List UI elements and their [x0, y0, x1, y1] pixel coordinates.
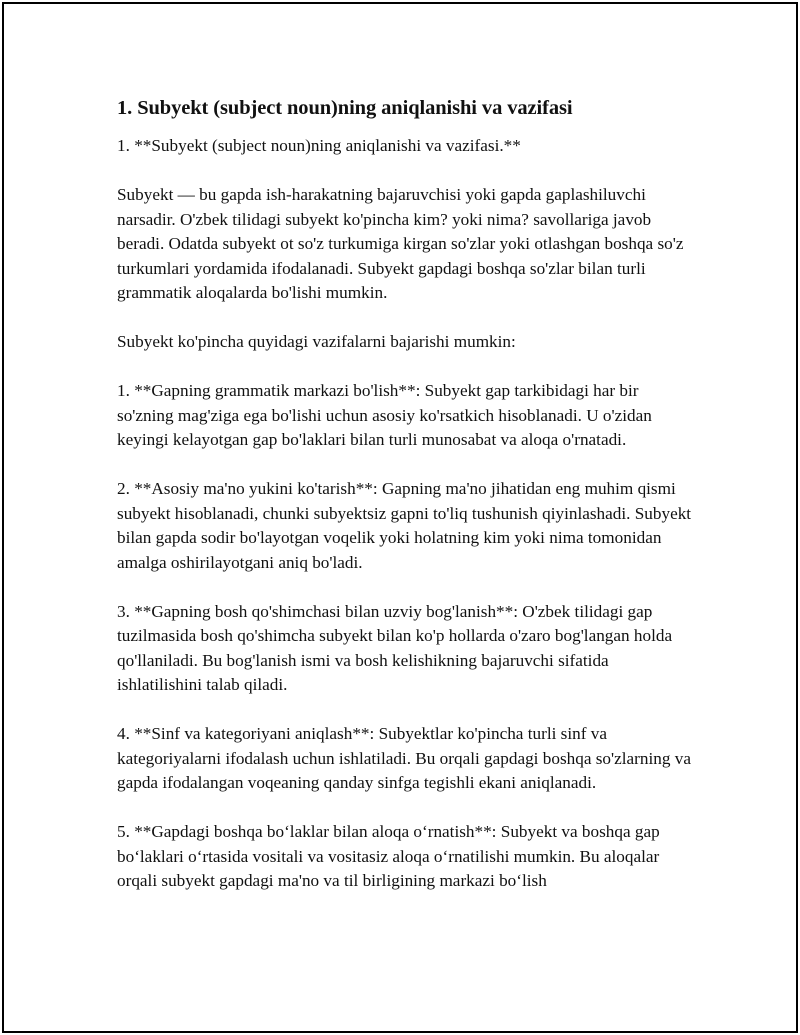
paragraph-definition: Subyekt — bu gapda ish-harakatning bajaruvchisi yoki gapda gaplashiluvchi narsadir. O'zbek tilidagi subyekt ko'pincha kim? yoki nima? savollariga javob beradi. Odatda subyekt ot so'z turkumiga kirgan so'zlar yoki otlashgan boshqa so'z turkumlari yordamida ifodalanadi. Subyekt gapdagi boshqa so'zlar bilan turli grammatik aloqalarda bo'lishi mumkin. — [117, 185, 684, 302]
paragraph-intro-list: Subyekt ko'pincha quyidagi vazifalarni bajarishi mumkin: — [117, 332, 516, 351]
document-body — [117, 94, 697, 918]
paragraph-item-1: 1. **Gapning grammatik markazi bo'lish**: Subyekt gap tarkibidagi har bir so'zning mag'ziga ega bo'lishi uchun asosiy ko'rsatkich hisoblanadi. U o'zidan keyingi kelayotgan gap bo'laklari bilan turli munosabat va aloqa o'rnatadi. — [117, 381, 652, 449]
paragraph-item-3: 3. **Gapning bosh qo'shimchasi bilan uzviy bog'lanish**: O'zbek tilidagi gap tuzilmasida bosh qo'shimcha subyekt bilan ko'p hollarda o'zaro bog'langan holda qo'llaniladi. Bu bog'lanish ismi va bosh kelishikning bajaruvchi sifatida ishlatilishini talab qiladi. — [117, 601, 673, 694]
paragraph-item-2: 2. **Asosiy ma'no yukini ko'tarish**: Gapning ma'no jihatidan eng muhim qismi subyekt hisoblanadi, chunki subyektsiz gapni to'liq tushunish qiyinlashadi. Subyekt bilan gapda sodir bo'layotgan voqelik yoki holatning kim yoki nima tomonidan amalga oshirilayotgani aniq bo'ladi. — [117, 479, 692, 572]
document-text — [117, 134, 697, 894]
paragraph-heading-repeat: 1. **Subyekt (subject noun)ning aniqlanishi va vazifasi.** — [117, 136, 521, 155]
paragraph-item-5: 5. **Gapdagi boshqa bo‘laklar bilan aloqa o‘rnatish**: Subyekt va boshqa gap bo‘laklari o‘rtasida vositali va vositasiz aloqa o‘rnatilishi mumkin. Bu aloqalar orqali subyekt gapdagi ma'no va til birligining markazi bo‘lish — [117, 822, 660, 890]
paragraph-item-4: 4. **Sinf va kategoriyani aniqlash**: Subyektlar ko'pincha turli sinf va kategoriyalarni ifodalash uchun ishlatiladi. Bu orqali gapdagi boshqa so'zlarning va gapda ifodalangan voqeaning qanday sinfga tegishli ekani aniqlanadi. — [117, 724, 691, 792]
document-title: 1. Subyekt (subject noun)ning aniqlanishi va vazifasi — [117, 97, 573, 119]
